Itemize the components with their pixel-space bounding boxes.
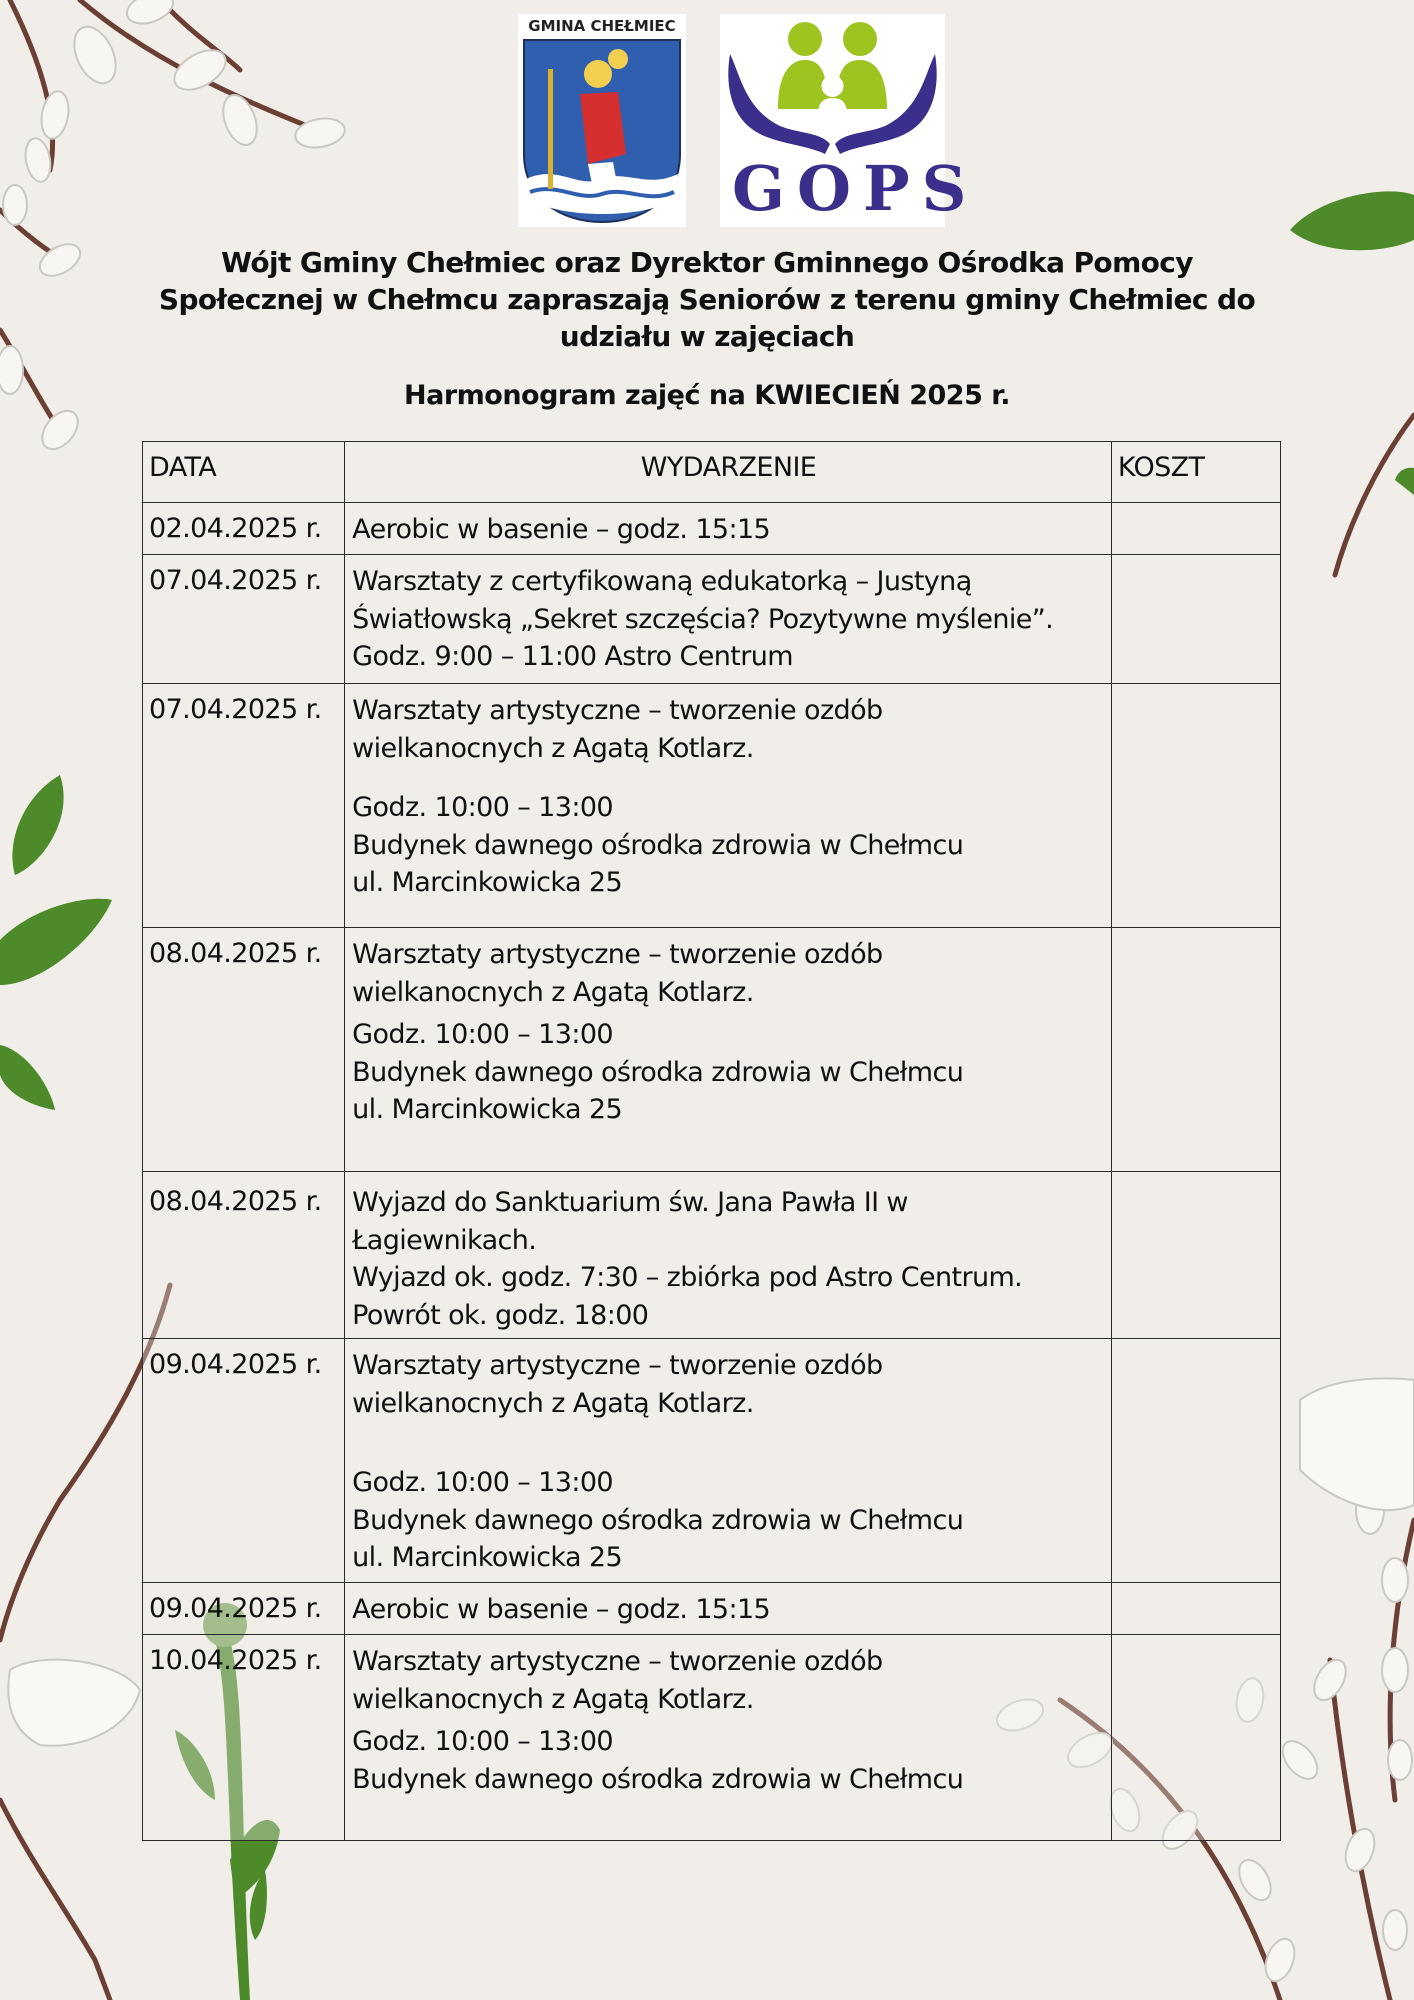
- row-cost: [1111, 1172, 1280, 1339]
- table-row: [143, 1339, 1281, 1583]
- row-cost: [1111, 555, 1280, 684]
- event-line: Budynek dawnego ośrodka zdrowia w Chełmcu: [352, 1763, 964, 1795]
- row-event: [345, 928, 1112, 1172]
- family-hands-icon: [720, 14, 945, 159]
- event-line: Aerobic w basenie – godz. 15:15: [352, 514, 771, 545]
- row-cost: [1111, 928, 1280, 1172]
- row-cost: [1111, 503, 1280, 555]
- gops-logo: [720, 14, 979, 227]
- schedule-table: [142, 441, 1281, 1841]
- event-line: Warsztaty artystyczne – tworzenie ozdób: [352, 1646, 883, 1677]
- event-line: Warsztaty artystyczne – tworzenie ozdób: [352, 695, 883, 726]
- table-row: [143, 928, 1281, 1172]
- event-line: wielkanocnych z Agatą Kotlarz.: [352, 976, 754, 1008]
- event-line: Godz. 10:00 – 13:00: [352, 1467, 613, 1498]
- table-header-row: [143, 442, 1281, 503]
- row-date: 07.04.2025 r.: [143, 684, 345, 928]
- row-date: 02.04.2025 r.: [143, 503, 345, 555]
- table-row: [143, 684, 1281, 928]
- schedule-title: Harmonogram zajęć na KWIECIEŃ 2025 r.: [404, 380, 1010, 411]
- row-event: [345, 503, 1112, 555]
- event-line: Godz. 9:00 – 11:00 Astro Centrum: [352, 641, 793, 672]
- event-line: Warsztaty artystyczne – tworzenie ozdób: [352, 1350, 883, 1381]
- row-event: [345, 684, 1112, 928]
- row-event: [345, 555, 1112, 684]
- row-date: 08.04.2025 r.: [143, 1172, 345, 1339]
- row-cost: [1111, 1583, 1280, 1635]
- gmina-chelmiec-crest-logo: [518, 14, 686, 227]
- table-row: [143, 555, 1281, 684]
- event-line: Budynek dawnego ośrodka zdrowia w Chełmcu: [352, 829, 964, 861]
- event-line: ul. Marcinkowicka 25: [352, 1094, 623, 1125]
- invitation-line-3: udziału w zajęciach: [559, 320, 855, 353]
- row-date: 09.04.2025 r.: [143, 1583, 345, 1635]
- event-line: Łagiewnikach.: [352, 1224, 537, 1256]
- crest-caption: GMINA CHEŁMIEC: [528, 17, 676, 35]
- row-event: [345, 1172, 1112, 1339]
- event-line: Budynek dawnego ośrodka zdrowia w Chełmcu: [352, 1504, 964, 1536]
- row-cost: [1111, 684, 1280, 928]
- event-line: wielkanocnych z Agatą Kotlarz.: [352, 1387, 754, 1419]
- header-event: WYDARZENIE: [345, 442, 1112, 503]
- header-date: DATA: [143, 442, 345, 503]
- event-line: wielkanocnych z Agatą Kotlarz.: [352, 1683, 754, 1715]
- event-line: Warsztaty z certyfikowaną edukatorką – Justyną: [352, 566, 972, 597]
- event-line: Godz. 10:00 – 13:00: [352, 792, 613, 823]
- event-line: Światłowską „Sekret szczęścia? Pozytywne myślenie”.: [352, 603, 1054, 635]
- event-line: ul. Marcinkowicka 25: [352, 867, 623, 898]
- gops-wordmark: GOPS: [732, 152, 979, 225]
- row-event: [345, 1635, 1112, 1841]
- event-line: ul. Marcinkowicka 25: [352, 1542, 623, 1573]
- event-line: Budynek dawnego ośrodka zdrowia w Chełmcu: [352, 1056, 964, 1088]
- row-date: 08.04.2025 r.: [143, 928, 345, 1172]
- row-date: 07.04.2025 r.: [143, 555, 345, 684]
- invitation-line-1: Wójt Gminy Chełmiec oraz Dyrektor Gminnego Ośrodka Pomocy: [221, 246, 1193, 279]
- row-event: [345, 1583, 1112, 1635]
- row-date: 09.04.2025 r.: [143, 1339, 345, 1583]
- event-line: Warsztaty artystyczne – tworzenie ozdób: [352, 939, 883, 970]
- row-cost: [1111, 1339, 1280, 1583]
- row-event: [345, 1339, 1112, 1583]
- row-date: 10.04.2025 r.: [143, 1635, 345, 1841]
- event-line: Powrót ok. godz. 18:00: [352, 1299, 649, 1331]
- invitation-heading: [150, 244, 1264, 355]
- row-cost: [1111, 1635, 1280, 1841]
- event-line: Wyjazd do Sanktuarium św. Jana Pawła II w: [352, 1187, 908, 1218]
- header-cost: KOSZT: [1111, 442, 1280, 503]
- spacer: [352, 767, 1105, 789]
- crest-shield-icon: [518, 14, 686, 227]
- event-line: wielkanocnych z Agatą Kotlarz.: [352, 732, 754, 764]
- event-line: Godz. 10:00 – 13:00: [352, 1019, 613, 1050]
- spacer: [352, 1422, 1105, 1464]
- table-row: [143, 1583, 1281, 1635]
- table-row: [143, 503, 1281, 555]
- event-line: Aerobic w basenie – godz. 15:15: [352, 1594, 771, 1625]
- invitation-line-2: Społecznej w Chełmcu zapraszają Seniorów z terenu gminy Chełmiec do: [158, 283, 1256, 316]
- event-line: Godz. 10:00 – 13:00: [352, 1726, 613, 1757]
- event-line: Wyjazd ok. godz. 7:30 – zbiórka pod Astro Centrum.: [352, 1262, 1023, 1293]
- table-row: [143, 1172, 1281, 1339]
- table-row: [143, 1635, 1281, 1841]
